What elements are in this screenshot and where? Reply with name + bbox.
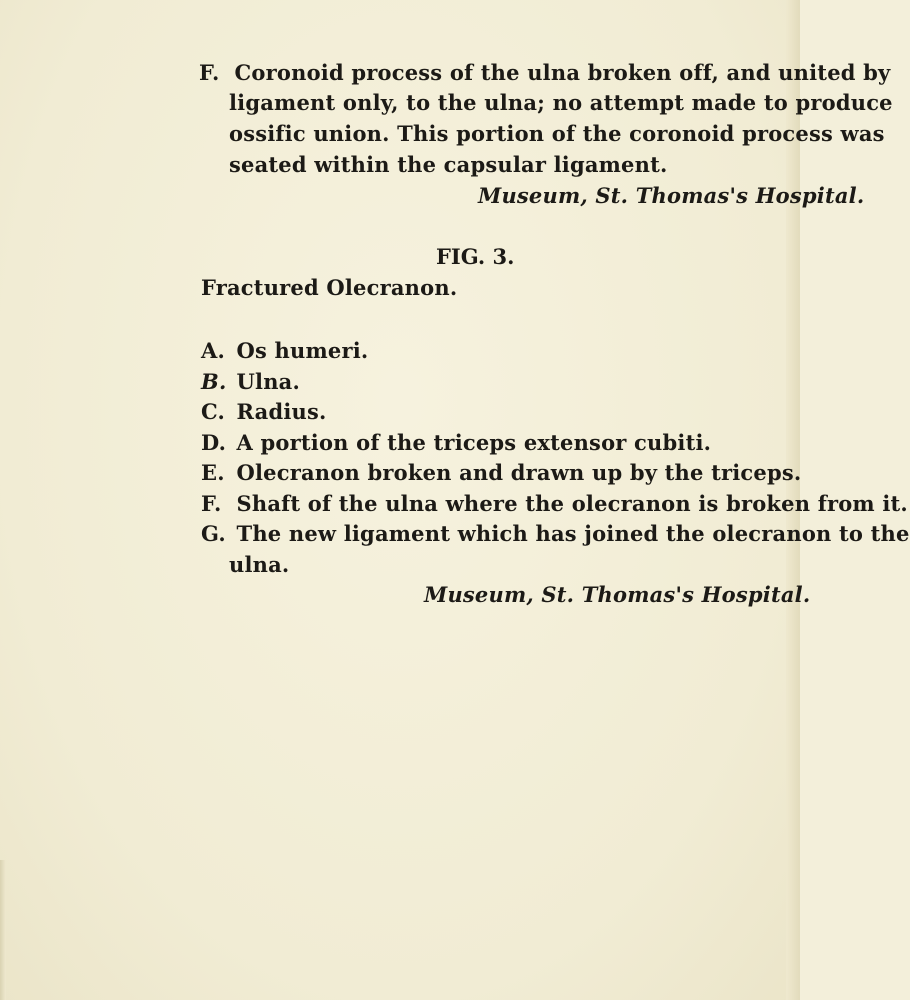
legend-text-b: Ulna. <box>236 369 300 394</box>
legend-label-b: B. <box>201 369 227 394</box>
section-f-label: F. <box>199 60 220 85</box>
section-f-source: Museum, St. Thomas's Hospital. <box>478 183 865 208</box>
legend-text-f: Shaft of the ulna where the olecranon is broken from it. <box>236 491 908 516</box>
section-f-line-4: seated within the capsular ligament. <box>229 152 668 177</box>
legend-text-g: The new ligament which has joined the olecranon to the <box>236 521 910 546</box>
legend-item-f <box>201 491 908 517</box>
legend-label-c: C. <box>201 399 226 424</box>
legend-text-a: Os humeri. <box>236 338 369 363</box>
legend-label-e: E. <box>201 460 225 485</box>
figure-title: Fractured Olecranon. <box>201 275 458 300</box>
legend-text-c: Radius. <box>236 399 327 424</box>
figure-number: FIG. 3. <box>436 244 515 269</box>
legend-text-e: Olecranon broken and drawn up by the triceps. <box>236 460 802 485</box>
legend-item-e <box>201 460 801 486</box>
section-f-line-1 <box>199 60 890 86</box>
legend-label-f: F. <box>201 491 222 516</box>
page-edge-left <box>0 860 6 1000</box>
legend-item-g-continuation: ulna. <box>229 552 290 577</box>
section-f-line-3: ossific union. This portion of the coronoid process was <box>229 121 885 146</box>
figure-source: Museum, St. Thomas's Hospital. <box>424 582 811 607</box>
section-f-text-1: Coronoid process of the ulna broken off, and united by <box>234 60 891 85</box>
legend-item-d <box>201 430 711 456</box>
legend-item-g <box>201 521 910 547</box>
legend-item-c <box>201 399 327 425</box>
legend-label-g: G. <box>201 521 226 546</box>
legend-item-b <box>201 369 300 395</box>
legend-label-d: D. <box>201 430 227 455</box>
section-f-line-2: ligament only, to the ulna; no attempt made to produce <box>229 90 893 115</box>
legend-item-a <box>201 338 368 364</box>
legend-label-a: A. <box>201 338 226 363</box>
legend-text-d: A portion of the triceps extensor cubiti. <box>236 430 712 455</box>
